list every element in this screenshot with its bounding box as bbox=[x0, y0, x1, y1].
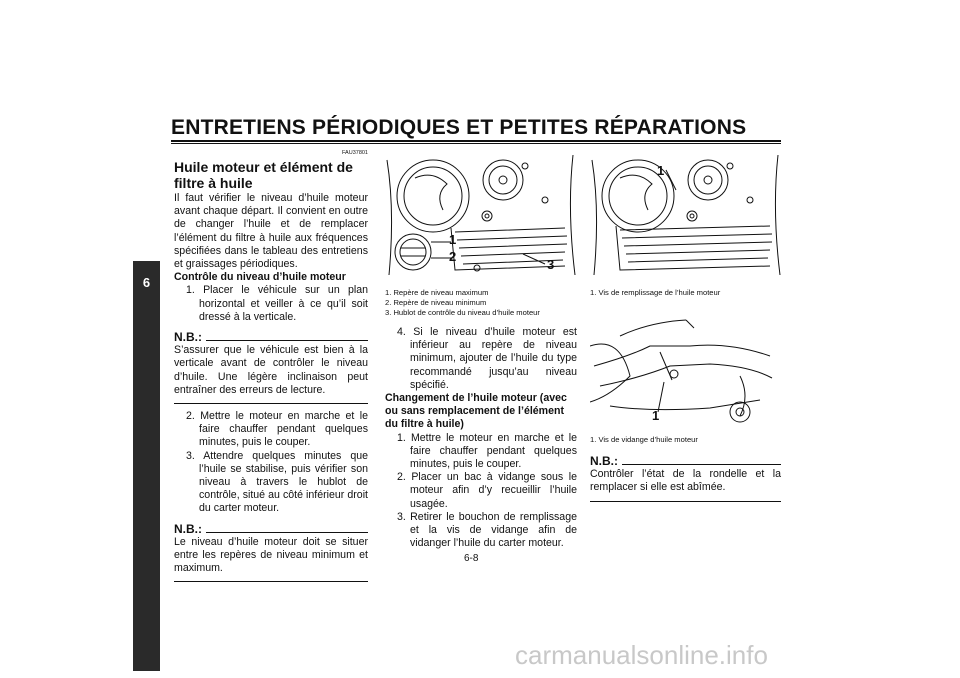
engine-oil-window-illustration bbox=[385, 150, 577, 282]
caption-item: 3. Hublot de contrôle du niveau d’huile moteur bbox=[385, 308, 540, 317]
callout-filler-cap: 1 bbox=[657, 163, 665, 178]
page-number: 6-8 bbox=[464, 553, 479, 564]
step-1: 1. Mettre le moteur en marche et le faire chauffer pendant quelques minutes, puis le couper. bbox=[397, 431, 577, 471]
intro-paragraph: Il faut vérifier le niveau d’huile moteur avant chaque départ. Il convient en outre de changer l’huile et de remplacer l’élément du filtre à huile aux fréquences spécifiées dans le tableau des entretiens et graissages périodiques. bbox=[174, 192, 368, 271]
figure-caption: 1. Vis de vidange d’huile moteur bbox=[590, 435, 698, 444]
note-rule bbox=[206, 340, 368, 341]
left-column bbox=[174, 150, 368, 588]
callout-drain-bolt: 1 bbox=[652, 408, 660, 423]
note-end-rule bbox=[590, 495, 781, 502]
figure-caption: 1. Vis de remplissage de l’huile moteur bbox=[590, 288, 721, 297]
callout-max-mark: 1 bbox=[449, 232, 457, 247]
note-box-2 bbox=[174, 523, 368, 583]
note-label: N.B.: bbox=[174, 330, 202, 345]
right-column bbox=[590, 150, 781, 508]
engine-drain-illustration bbox=[590, 316, 781, 436]
section-title: Huile moteur et élément de filtre à huile bbox=[174, 159, 353, 191]
step-3: 3. Attendre quelques minutes que l’huile se stabilise, puis vérifier son niveau à travers le hublot de contrôle, situé au côté inférieur droit du carter moteur. bbox=[186, 449, 368, 515]
reference-code: FAU37801 bbox=[342, 150, 368, 156]
note-box-1 bbox=[174, 331, 368, 404]
drain-bolt-illustration bbox=[590, 316, 781, 436]
note-label: N.B.: bbox=[590, 454, 618, 468]
note-text: Contrôler l’état de la rondelle et la remplacer si elle est abîmée. bbox=[590, 468, 781, 494]
note-text: S’assurer que le véhicule est bien à la verticale avant de contrôler le niveau d’huile. Une légère inclinaison peut entraîner des erreurs de lecture. bbox=[174, 344, 368, 396]
note-label: N.B.: bbox=[174, 521, 202, 536]
step-3: 3. Retirer le bouchon de remplissage et la vis de vidange afin de vidanger l’huile du carter moteur. bbox=[397, 510, 577, 550]
callout-min-mark: 2 bbox=[449, 249, 457, 264]
subheading-oil-change: Changement de l’huile moteur (avec ou sans remplacement de l’élément du filtre à huile) bbox=[385, 392, 567, 431]
note-end-rule bbox=[174, 575, 368, 582]
header-rule bbox=[171, 140, 781, 144]
chapter-tab bbox=[133, 261, 160, 671]
step-2: 2. Mettre le moteur en marche et le faire chauffer pendant quelques minutes, puis le couper. bbox=[186, 410, 368, 449]
note-end-rule bbox=[174, 397, 368, 404]
watermark: carmanualsonline.info bbox=[515, 640, 768, 670]
note-rule bbox=[206, 532, 368, 533]
caption-item: 1. Repère de niveau maximum bbox=[385, 288, 489, 297]
filler-cap-illustration bbox=[590, 150, 781, 278]
callout-level-window: 3 bbox=[547, 257, 555, 272]
note-box-3 bbox=[590, 455, 781, 502]
step-1: 1. Placer le véhicule sur un plan horizontal et veiller à ce qu’il soit dressé à la verticale. bbox=[186, 284, 368, 323]
note-text: Le niveau d’huile moteur doit se situer entre les repères de niveau minimum et maximum. bbox=[174, 535, 368, 575]
page-header: ENTRETIENS PÉRIODIQUES ET PETITES RÉPARATIONS bbox=[171, 116, 747, 139]
engine-filler-illustration bbox=[590, 150, 781, 278]
caption-item: 2. Repère de niveau minimum bbox=[385, 298, 487, 307]
middle-column bbox=[385, 150, 577, 550]
note-rule bbox=[622, 464, 781, 465]
chapter-number: 6 bbox=[142, 275, 151, 290]
step-4: 4. Si le niveau d’huile moteur est inférieur au repère de niveau minimum, ajouter de l’huile du type recommandé jusqu’au niveau spécifié. bbox=[397, 326, 577, 391]
subheading-oil-level-check: Contrôle du niveau d’huile moteur bbox=[174, 271, 346, 284]
step-2: 2. Placer un bac à vidange sous le moteur afin d’y recueillir l’huile usagée. bbox=[397, 471, 577, 510]
figure-caption-list bbox=[385, 288, 577, 318]
